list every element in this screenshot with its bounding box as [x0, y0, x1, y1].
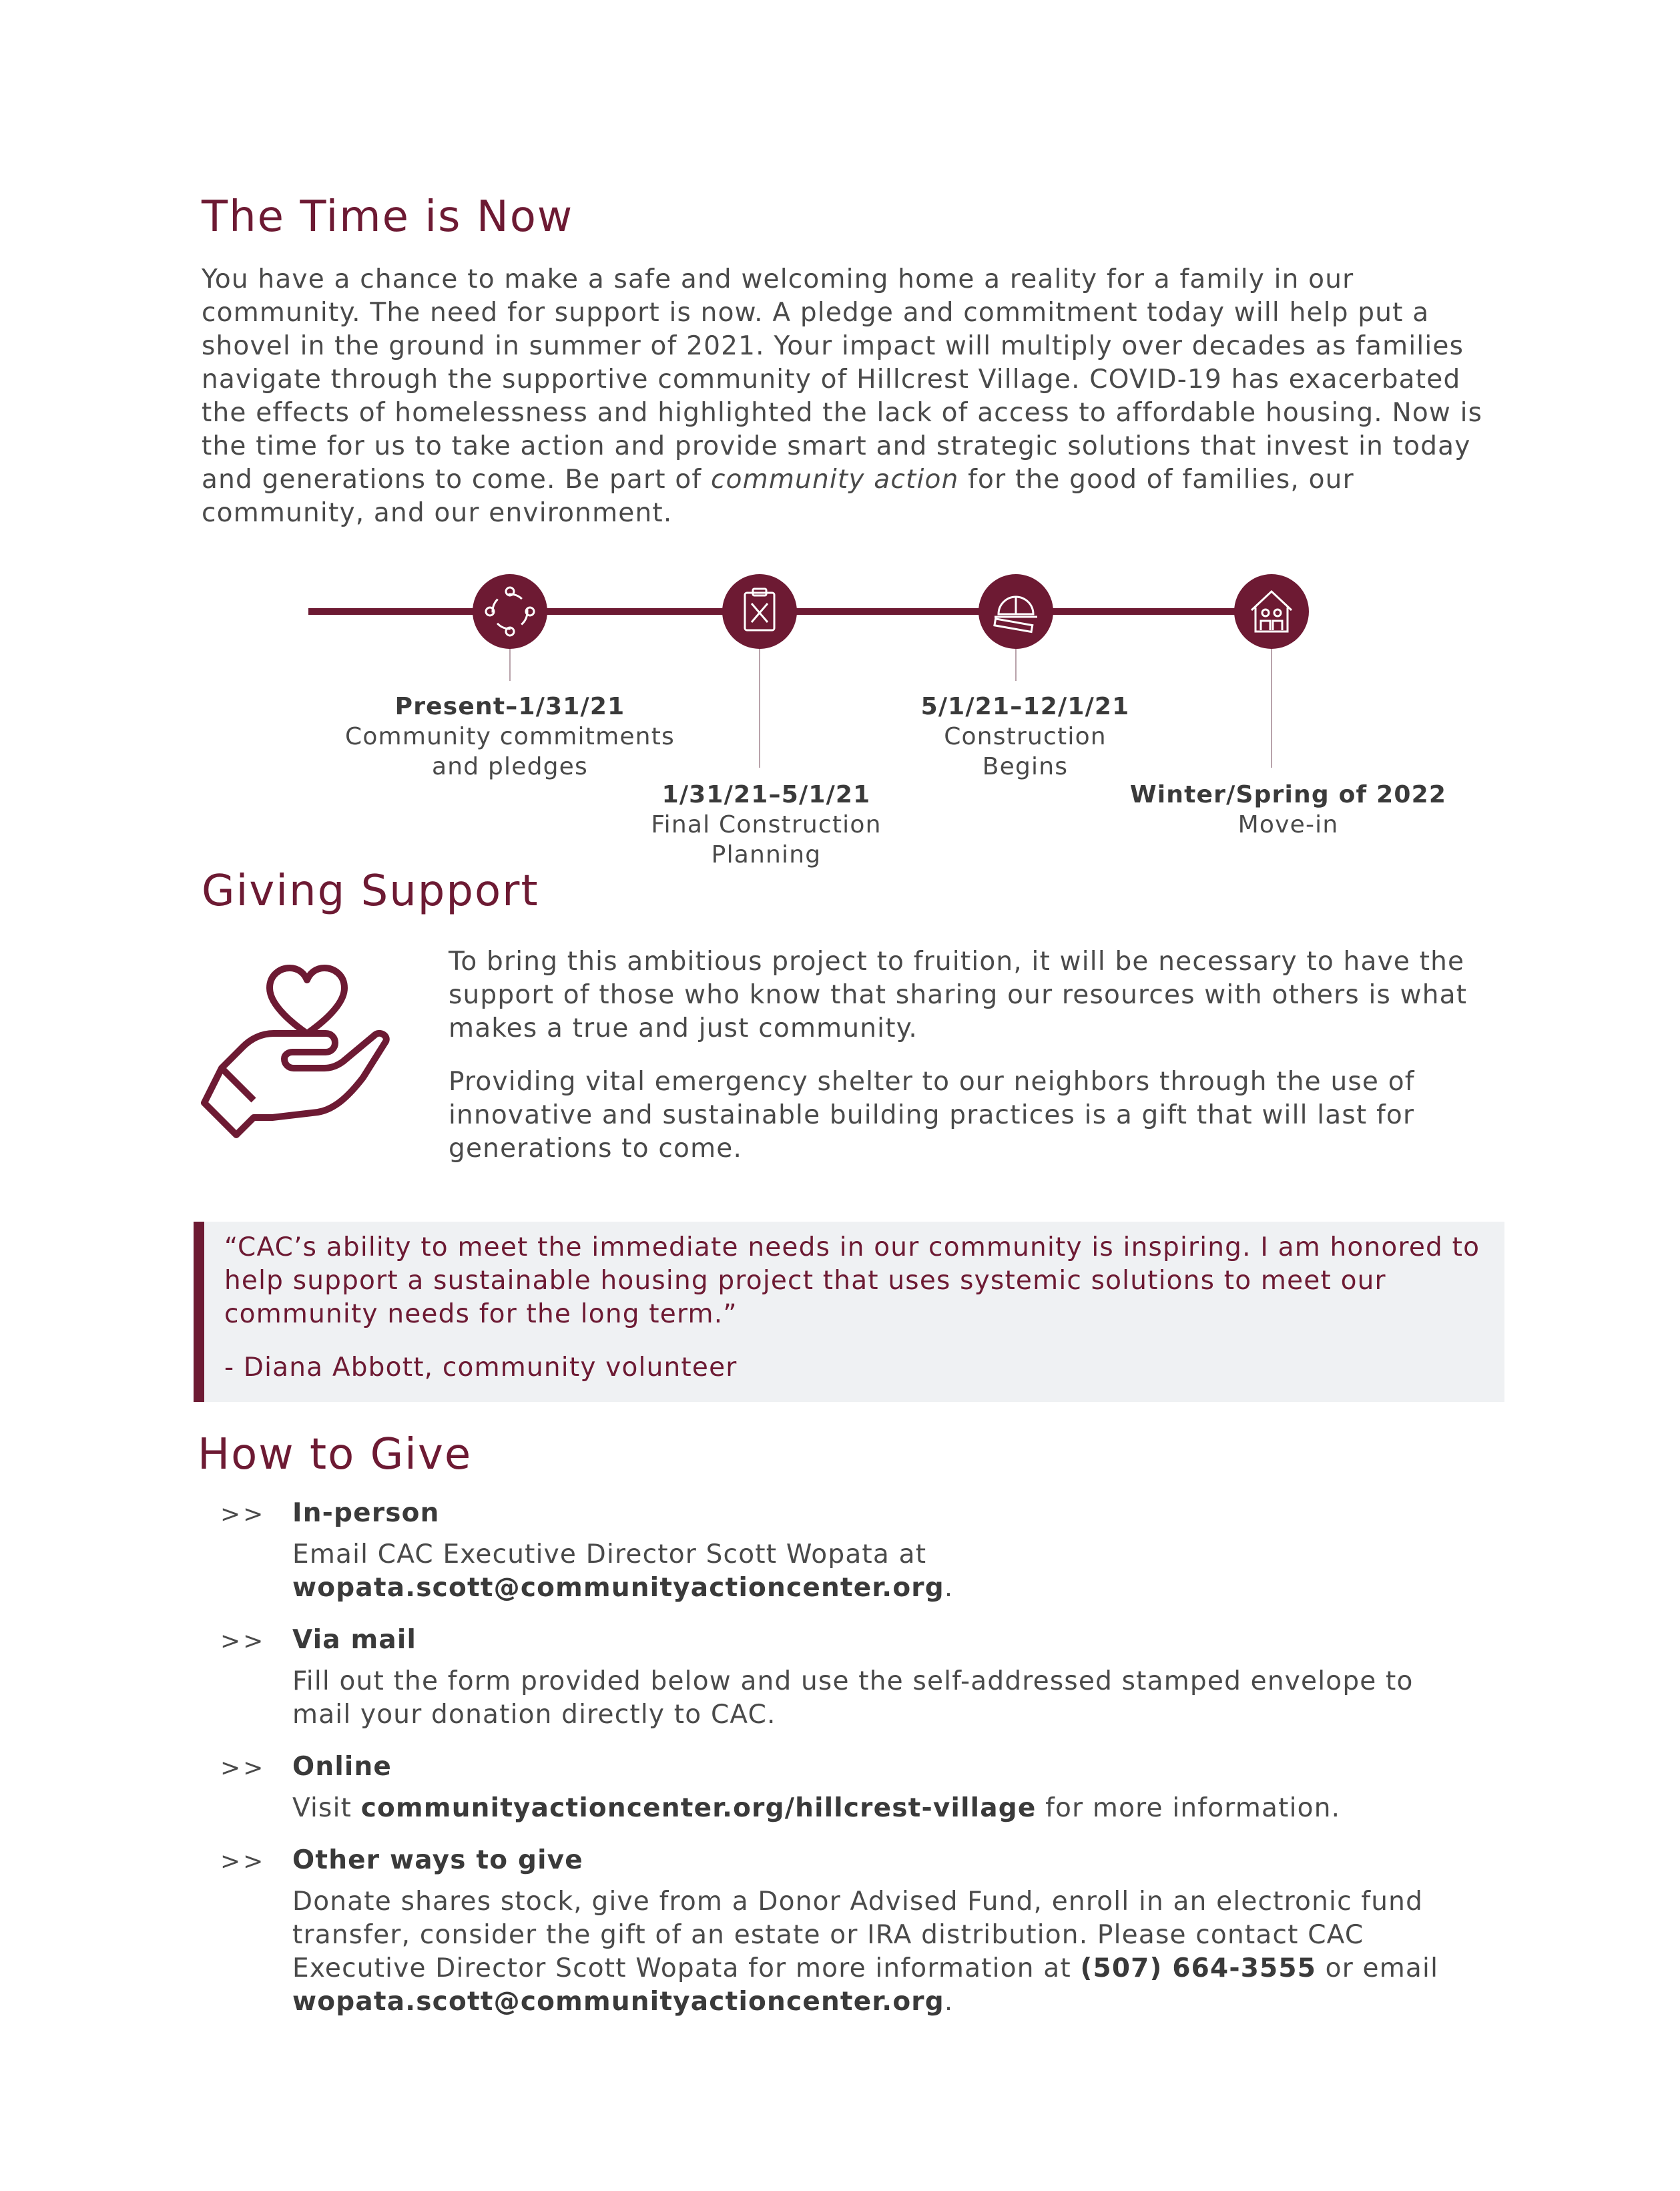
time-is-now-paragraph	[202, 263, 1503, 530]
timeline-desc-line-1: Construction	[944, 723, 1107, 750]
bullet-arrow: >>	[220, 1628, 266, 1655]
timeline-step-2	[593, 780, 940, 870]
timeline-date: Winter/Spring of 2022	[1129, 781, 1447, 808]
give-option-text-other	[292, 1885, 1467, 2019]
timeline-desc-line-1: Final Construction	[651, 811, 882, 838]
give-option-title-via-mail: Via mail	[292, 1625, 417, 1655]
community-people-icon	[473, 574, 547, 649]
timeline-desc-line-2: Begins	[982, 753, 1069, 780]
other-text-2: or email	[1316, 1953, 1439, 1983]
section-heading-giving-support: Giving Support	[202, 867, 539, 916]
in-person-email-link[interactable]: wopata.scott@communityactioncenter.org	[292, 1573, 944, 1603]
section-heading-how-to-give: How to Give	[198, 1430, 473, 1479]
heart-hand-icon	[195, 955, 402, 1162]
online-pre-text: Visit	[292, 1793, 361, 1823]
give-option-title-in-person: In-person	[292, 1498, 440, 1528]
timeline-desc-line-2: and pledges	[432, 753, 588, 780]
hardhat-tools-icon	[978, 574, 1053, 649]
time-is-now-text-2: for the good of families, our community, and our environment.	[202, 465, 1354, 528]
bullet-arrow: >>	[220, 1501, 266, 1528]
other-text-1: Donate shares stock, give from a Donor Advised Fund, enroll in an electronic fund transfer, consider the gift of an estate or IRA distribution. Please contact CAC Executive Director Scott Wopata for more information at	[292, 1887, 1424, 1983]
timeline-desc-line-2: Planning	[711, 841, 822, 869]
give-option-text-via-mail: Fill out the form provided below and use the self-addressed stamped envelope to mail your donation directly to CAC.	[292, 1666, 1414, 1730]
timeline-step-1	[310, 692, 710, 782]
timeline-desc-line-1: Community commitments	[345, 723, 675, 750]
in-person-line: Email CAC Executive Director Scott Wopata at	[292, 1539, 927, 1569]
giving-support-paragraph-1: To bring this ambitious project to fruition, it will be necessary to have the support of those who know that sharing our resources with others is what makes a true and just community.	[449, 947, 1468, 1043]
timeline-graphic	[0, 561, 1680, 788]
time-is-now-emphasis: community action	[710, 465, 959, 495]
bullet-arrow: >>	[220, 1754, 266, 1782]
time-is-now-text-1: You have a chance to make a safe and welcoming home a reality for a family in our community. The need for support is now. A pledge and commitment today will help put a shovel in the ground in summer of 2021. Your impact will multiply over decades as families navigate through the supportive community of Hillcrest Village. COVID-19 has exacerbated the effects of homelessness and highlighted the lack of access to affordable housing. Now is the time for us to take action and provide smart and strategic solutions that invest in today and generations to come. Be part of	[202, 264, 1483, 495]
bullet-arrow: >>	[220, 1848, 266, 1875]
timeline-date: 1/31/21–5/1/21	[661, 781, 871, 808]
online-url-link[interactable]: communityactioncenter.org/hillcrest-village	[360, 1793, 1037, 1823]
other-email-link[interactable]: wopata.scott@communityactioncenter.org	[292, 1987, 944, 2017]
give-option-title-online: Online	[292, 1752, 392, 1782]
other-period: .	[944, 1987, 954, 2017]
timeline-step-3	[852, 692, 1199, 782]
giving-support-paragraph-2: Providing vital emergency shelter to our neighbors through the use of innovative and sustainable building practices is a gift that will last for generations to come.	[449, 1067, 1415, 1164]
testimonial-quote-box	[194, 1222, 1504, 1402]
section-heading-time-is-now: The Time is Now	[202, 192, 574, 242]
testimonial-attribution: - Diana Abbott, community volunteer	[224, 1353, 738, 1383]
timeline-date: 5/1/21–12/1/21	[920, 693, 1130, 720]
testimonial-quote-text: “CAC’s ability to meet the immediate needs in our community is inspiring. I am honored to help support a sustainable housing project that uses systemic solutions to meet our community needs for the long term.”	[224, 1232, 1480, 1329]
timeline-date: Present–1/31/21	[394, 693, 625, 720]
planning-clipboard-icon	[722, 574, 797, 649]
online-post-text: for more information.	[1036, 1793, 1341, 1823]
in-person-period: .	[944, 1573, 954, 1603]
give-option-text-online	[292, 1792, 1494, 1825]
give-option-text-in-person	[292, 1538, 1494, 1605]
phone-number-link[interactable]: (507) 664-3555	[1080, 1953, 1317, 1983]
timeline-desc-line-1: Move-in	[1237, 811, 1339, 838]
house-family-icon	[1234, 574, 1309, 649]
give-option-title-other: Other ways to give	[292, 1845, 583, 1875]
timeline-step-4	[1101, 780, 1475, 840]
